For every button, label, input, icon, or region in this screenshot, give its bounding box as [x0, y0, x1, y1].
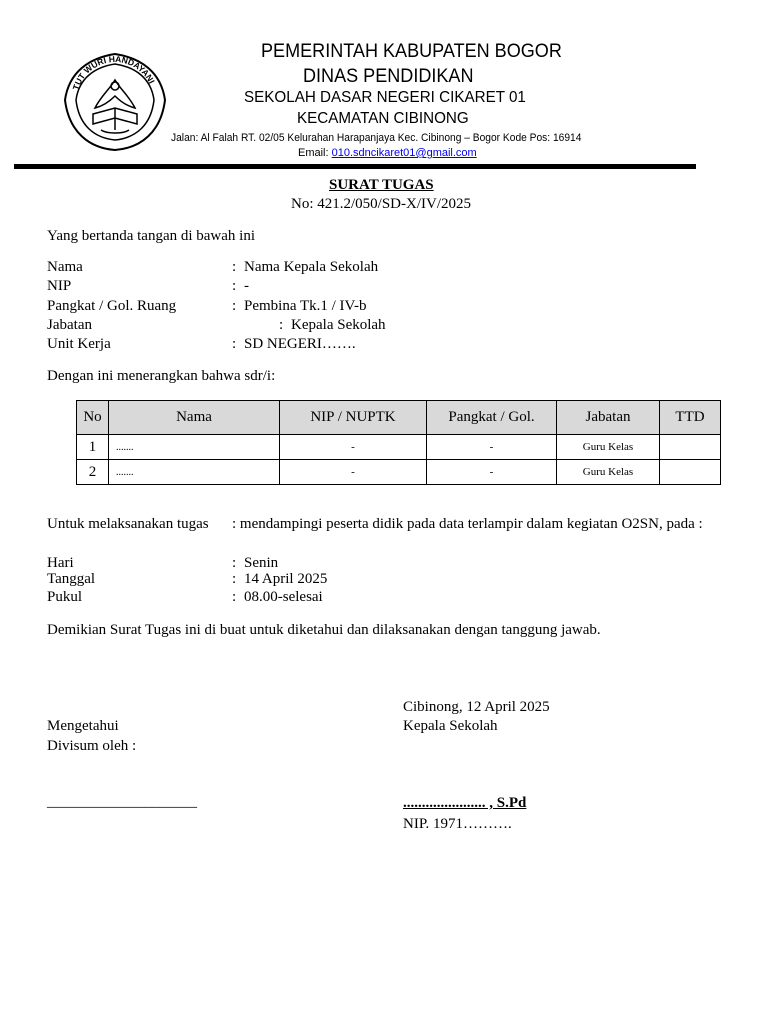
colon: : — [232, 298, 237, 314]
header-pangkat: Pangkat / Gol. — [427, 401, 557, 435]
signer-rank-label: Pangkat / Gol. Ruang — [47, 298, 177, 314]
header-jabatan: Jabatan — [557, 401, 660, 435]
cell-pangkat: - — [427, 460, 557, 485]
cell-no: 2 — [77, 460, 109, 485]
table-row — [77, 435, 721, 460]
signer-signature-name: ...................... , S.Pd — [403, 795, 527, 811]
email-label: Email: — [298, 147, 332, 159]
header-office: DINAS PENDIDIKAN — [303, 66, 474, 87]
header-divider — [14, 164, 696, 169]
acknowledge-label: Mengetahui — [47, 718, 119, 734]
cell-nip: - — [280, 435, 427, 460]
colon: : — [279, 317, 284, 333]
staff-table — [76, 400, 721, 485]
header-ttd: TTD — [660, 401, 721, 435]
signer-position-value: Kepala Sekolah — [291, 317, 386, 333]
task-label: Untuk melaksanakan tugas — [47, 516, 209, 532]
email-link[interactable]: 010.sdncikaret01@gmail.com — [331, 147, 477, 159]
cell-pangkat: - — [427, 435, 557, 460]
date-value: 14 April 2025 — [244, 571, 328, 587]
declare-text: Dengan ini menerangkan bahwa sdr/i: — [47, 368, 276, 384]
colon: : — [232, 589, 237, 605]
colon: : — [232, 259, 237, 275]
divisum-label: Divisum oleh : — [47, 738, 137, 754]
cell-ttd — [660, 460, 721, 485]
time-value: 08.00-selesai — [244, 589, 323, 605]
letter-title: SURAT TUGAS — [329, 177, 434, 193]
table-header-row — [77, 401, 721, 435]
place-date: Cibinong, 12 April 2025 — [403, 699, 550, 715]
letter-number: No: 421.2/050/SD-X/IV/2025 — [291, 196, 471, 212]
cell-nama: ....... — [109, 460, 280, 485]
header-nama: Nama — [109, 401, 280, 435]
signer-position-label: Jabatan — [47, 317, 92, 333]
day-label: Hari — [47, 555, 74, 571]
task-value: : mendampingi peserta didik pada data terlampir dalam kegiatan O2SN, pada : — [232, 516, 703, 532]
colon: : — [232, 336, 237, 352]
cell-jabatan: Guru Kelas — [557, 460, 660, 485]
header-no: No — [77, 401, 109, 435]
day-value: Senin — [244, 555, 279, 571]
cell-nama: ....... — [109, 435, 280, 460]
header-school: SEKOLAH DASAR NEGERI CIKARET 01 — [244, 89, 526, 106]
signer-nip-label: NIP — [47, 278, 72, 294]
cell-ttd — [660, 435, 721, 460]
signer-rank-value: Pembina Tk.1 / IV-b — [244, 298, 367, 314]
table-row — [77, 460, 721, 485]
cell-jabatan: Guru Kelas — [557, 435, 660, 460]
signer-name-value: Nama Kepala Sekolah — [244, 259, 379, 275]
signer-unit-label: Unit Kerja — [47, 336, 111, 352]
closing-text: Demikian Surat Tugas ini di buat untuk diketahui dan dilaksanakan dengan tanggung jawab. — [47, 622, 601, 638]
cell-nip: - — [280, 460, 427, 485]
date-label: Tanggal — [47, 571, 96, 587]
logo-motto: TUT WURI HANDAYANI — [70, 53, 157, 92]
signer-unit-value: SD NEGERI……. — [244, 336, 356, 352]
time-label: Pukul — [47, 589, 83, 605]
signer-name-label: Nama — [47, 259, 83, 275]
tut-wuri-handayani-logo — [61, 50, 169, 154]
header-district: KECAMATAN CIBINONG — [297, 110, 469, 127]
cell-no: 1 — [77, 435, 109, 460]
header-address: Jalan: Al Falah RT. 02/05 Kelurahan Harapanjaya Kec. Cibinong – Bogor Kode Pos: 16914 — [171, 132, 582, 144]
header-email-line — [298, 147, 477, 159]
signer-nip-value: - — [244, 278, 249, 294]
header-government: PEMERINTAH KABUPATEN BOGOR — [261, 41, 562, 62]
header-nip: NIP / NUPTK — [280, 401, 427, 435]
colon: : — [232, 555, 237, 571]
colon: : — [232, 571, 237, 587]
signer-role: Kepala Sekolah — [403, 718, 498, 734]
signer-signature-nip: NIP. 1971………. — [403, 816, 512, 832]
intro-text: Yang bertanda tangan di bawah ini — [47, 228, 256, 244]
acknowledge-signature-line: ____________________ — [47, 794, 197, 810]
colon: : — [232, 278, 237, 294]
